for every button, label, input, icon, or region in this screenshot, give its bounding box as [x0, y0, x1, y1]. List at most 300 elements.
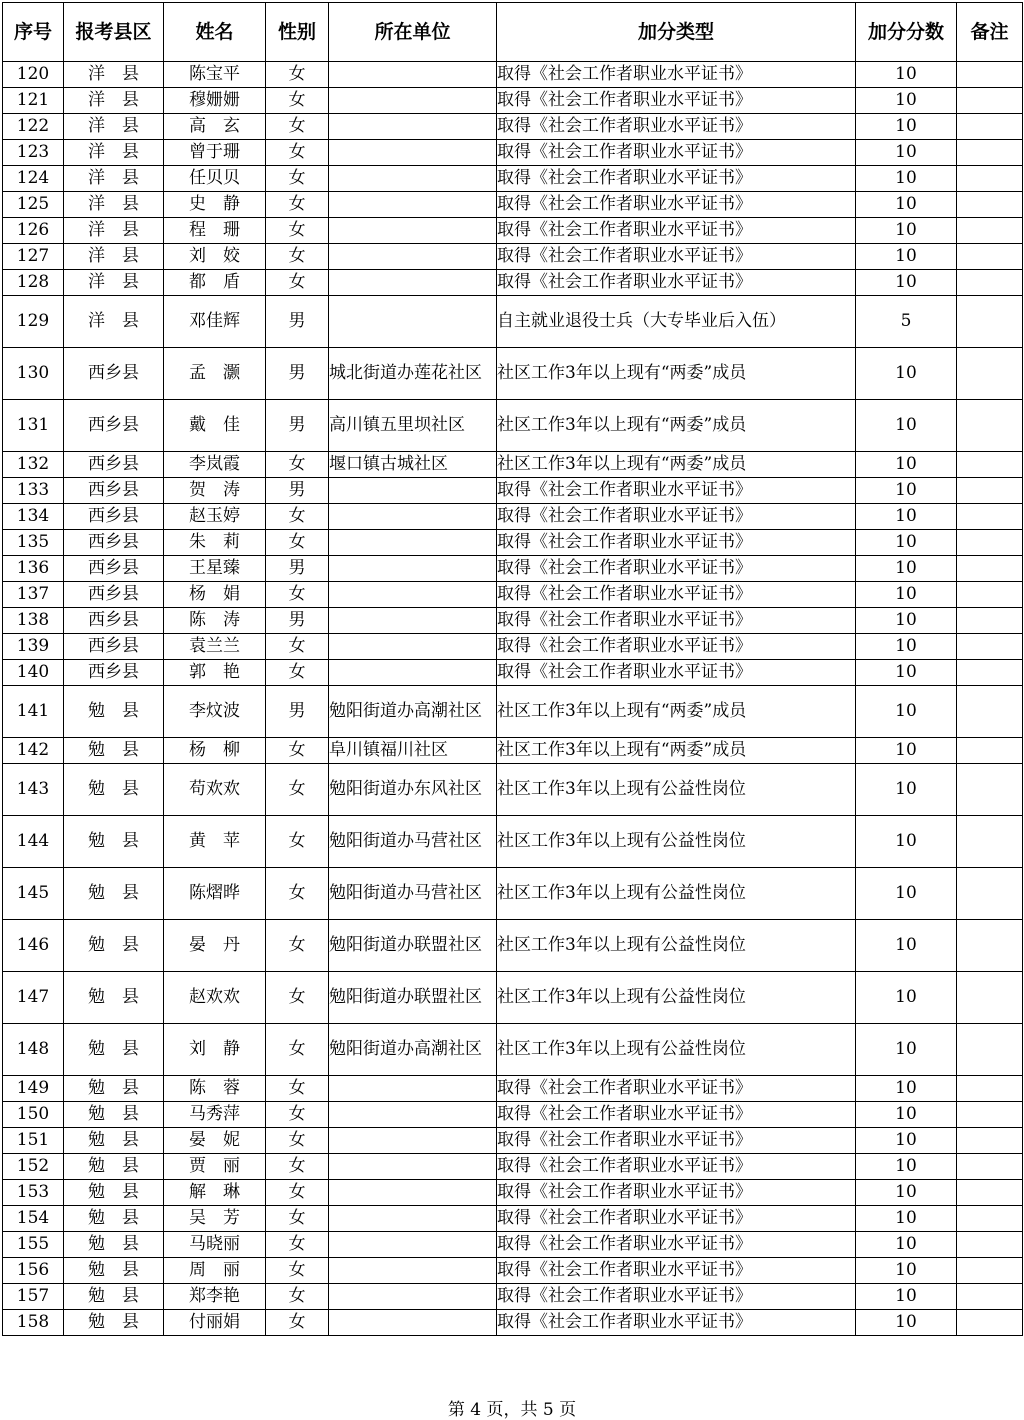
cell-gender: 男 — [266, 608, 329, 634]
cell-bonus-type: 取得《社会工作者职业水平证书》 — [497, 1258, 856, 1284]
cell-name: 陈宝平 — [164, 62, 266, 88]
cell-gender: 女 — [266, 1154, 329, 1180]
cell-gender: 女 — [266, 582, 329, 608]
cell-unit — [329, 270, 497, 296]
cell-county: 勉 县 — [64, 816, 164, 868]
cell-name: 周 丽 — [164, 1258, 266, 1284]
cell-county: 西乡县 — [64, 504, 164, 530]
header-bonus-score: 加分分数 — [856, 3, 957, 62]
cell-bonus-type: 取得《社会工作者职业水平证书》 — [497, 270, 856, 296]
cell-remark — [957, 478, 1023, 504]
table-body — [3, 62, 1023, 1336]
cell-bonus-type: 取得《社会工作者职业水平证书》 — [497, 1232, 856, 1258]
cell-remark — [957, 1154, 1023, 1180]
cell-no: 142 — [3, 738, 64, 764]
cell-name: 陈 涛 — [164, 608, 266, 634]
cell-name: 郭 艳 — [164, 660, 266, 686]
cell-no: 147 — [3, 972, 64, 1024]
cell-county: 洋 县 — [64, 166, 164, 192]
cell-remark — [957, 1232, 1023, 1258]
table-row — [3, 634, 1023, 660]
cell-gender: 女 — [266, 270, 329, 296]
cell-bonus-score: 10 — [856, 972, 957, 1024]
cell-bonus-score: 10 — [856, 478, 957, 504]
cell-county: 洋 县 — [64, 114, 164, 140]
cell-county: 勉 县 — [64, 1102, 164, 1128]
cell-gender: 女 — [266, 1310, 329, 1336]
cell-name: 吴 芳 — [164, 1206, 266, 1232]
cell-bonus-score: 10 — [856, 634, 957, 660]
cell-no: 148 — [3, 1024, 64, 1076]
cell-county: 洋 县 — [64, 140, 164, 166]
cell-unit — [329, 140, 497, 166]
cell-remark — [957, 972, 1023, 1024]
table-row — [3, 348, 1023, 400]
cell-remark — [957, 62, 1023, 88]
cell-unit: 勉阳街道办马营社区 — [329, 868, 497, 920]
cell-bonus-type: 取得《社会工作者职业水平证书》 — [497, 1310, 856, 1336]
cell-unit — [329, 1076, 497, 1102]
cell-name: 朱 莉 — [164, 530, 266, 556]
table-row — [3, 452, 1023, 478]
cell-gender: 女 — [266, 244, 329, 270]
cell-no: 128 — [3, 270, 64, 296]
cell-bonus-score: 10 — [856, 400, 957, 452]
header-county: 报考县区 — [64, 3, 164, 62]
cell-unit — [329, 88, 497, 114]
cell-bonus-score: 10 — [856, 608, 957, 634]
cell-remark — [957, 1206, 1023, 1232]
cell-unit — [329, 1206, 497, 1232]
cell-no: 137 — [3, 582, 64, 608]
table-row — [3, 764, 1023, 816]
cell-remark — [957, 1180, 1023, 1206]
cell-no: 133 — [3, 478, 64, 504]
cell-no: 150 — [3, 1102, 64, 1128]
cell-unit — [329, 166, 497, 192]
cell-bonus-type: 取得《社会工作者职业水平证书》 — [497, 556, 856, 582]
table-row — [3, 1258, 1023, 1284]
cell-name: 刘 姣 — [164, 244, 266, 270]
cell-unit — [329, 478, 497, 504]
cell-bonus-type: 取得《社会工作者职业水平证书》 — [497, 530, 856, 556]
cell-name: 史 静 — [164, 192, 266, 218]
cell-no: 123 — [3, 140, 64, 166]
cell-name: 贾 丽 — [164, 1154, 266, 1180]
cell-name: 苟欢欢 — [164, 764, 266, 816]
cell-name: 都 盾 — [164, 270, 266, 296]
cell-county: 西乡县 — [64, 400, 164, 452]
table-row — [3, 920, 1023, 972]
cell-gender: 女 — [266, 920, 329, 972]
cell-county: 西乡县 — [64, 634, 164, 660]
cell-remark — [957, 244, 1023, 270]
cell-no: 158 — [3, 1310, 64, 1336]
cell-bonus-type: 社区工作3年以上现有公益性岗位 — [497, 816, 856, 868]
cell-gender: 男 — [266, 556, 329, 582]
cell-unit — [329, 218, 497, 244]
cell-name: 陈 蓉 — [164, 1076, 266, 1102]
cell-bonus-type: 取得《社会工作者职业水平证书》 — [497, 218, 856, 244]
cell-county: 西乡县 — [64, 608, 164, 634]
cell-no: 154 — [3, 1206, 64, 1232]
cell-name: 赵玉婷 — [164, 504, 266, 530]
cell-bonus-type: 社区工作3年以上现有“两委”成员 — [497, 452, 856, 478]
table-row — [3, 166, 1023, 192]
cell-gender: 女 — [266, 764, 329, 816]
cell-no: 152 — [3, 1154, 64, 1180]
cell-unit — [329, 582, 497, 608]
cell-county: 西乡县 — [64, 530, 164, 556]
cell-gender: 女 — [266, 88, 329, 114]
cell-no: 131 — [3, 400, 64, 452]
cell-name: 解 琳 — [164, 1180, 266, 1206]
cell-gender: 女 — [266, 1258, 329, 1284]
cell-no: 138 — [3, 608, 64, 634]
cell-name: 李炆波 — [164, 686, 266, 738]
table-row — [3, 1154, 1023, 1180]
cell-no: 141 — [3, 686, 64, 738]
cell-gender: 女 — [266, 868, 329, 920]
table-row — [3, 1206, 1023, 1232]
cell-county: 勉 县 — [64, 920, 164, 972]
cell-county: 勉 县 — [64, 1180, 164, 1206]
cell-remark — [957, 218, 1023, 244]
cell-gender: 女 — [266, 504, 329, 530]
cell-county: 勉 县 — [64, 1128, 164, 1154]
cell-county: 西乡县 — [64, 660, 164, 686]
cell-remark — [957, 400, 1023, 452]
cell-gender: 女 — [266, 1232, 329, 1258]
cell-bonus-type: 取得《社会工作者职业水平证书》 — [497, 62, 856, 88]
cell-gender: 女 — [266, 816, 329, 868]
cell-county: 勉 县 — [64, 738, 164, 764]
cell-remark — [957, 920, 1023, 972]
cell-gender: 女 — [266, 452, 329, 478]
cell-name: 高 玄 — [164, 114, 266, 140]
table-row — [3, 660, 1023, 686]
cell-remark — [957, 452, 1023, 478]
cell-bonus-score: 10 — [856, 114, 957, 140]
cell-county: 勉 县 — [64, 1258, 164, 1284]
header-name: 姓名 — [164, 3, 266, 62]
table-row — [3, 504, 1023, 530]
cell-remark — [957, 192, 1023, 218]
cell-unit — [329, 1180, 497, 1206]
cell-bonus-score: 10 — [856, 270, 957, 296]
cell-bonus-score: 10 — [856, 660, 957, 686]
cell-county: 洋 县 — [64, 296, 164, 348]
cell-bonus-type: 取得《社会工作者职业水平证书》 — [497, 1128, 856, 1154]
cell-unit: 阜川镇福川社区 — [329, 738, 497, 764]
cell-remark — [957, 166, 1023, 192]
cell-no: 129 — [3, 296, 64, 348]
header-remark: 备注 — [957, 3, 1023, 62]
cell-gender: 女 — [266, 530, 329, 556]
cell-name: 戴 佳 — [164, 400, 266, 452]
cell-remark — [957, 556, 1023, 582]
cell-name: 马晓丽 — [164, 1232, 266, 1258]
cell-name: 曾于珊 — [164, 140, 266, 166]
cell-remark — [957, 270, 1023, 296]
table-row — [3, 608, 1023, 634]
cell-unit — [329, 530, 497, 556]
cell-remark — [957, 1284, 1023, 1310]
cell-county: 西乡县 — [64, 348, 164, 400]
cell-bonus-score: 10 — [856, 1206, 957, 1232]
cell-unit: 勉阳街道办联盟社区 — [329, 972, 497, 1024]
cell-no: 122 — [3, 114, 64, 140]
table-row — [3, 114, 1023, 140]
cell-unit — [329, 1310, 497, 1336]
cell-bonus-type: 取得《社会工作者职业水平证书》 — [497, 192, 856, 218]
cell-gender: 男 — [266, 478, 329, 504]
cell-bonus-type: 自主就业退役士兵（大专毕业后入伍） — [497, 296, 856, 348]
cell-unit — [329, 634, 497, 660]
cell-remark — [957, 868, 1023, 920]
cell-bonus-score: 10 — [856, 1310, 957, 1336]
cell-bonus-type: 社区工作3年以上现有公益性岗位 — [497, 1024, 856, 1076]
cell-unit: 勉阳街道办东风社区 — [329, 764, 497, 816]
cell-bonus-type: 取得《社会工作者职业水平证书》 — [497, 140, 856, 166]
cell-no: 153 — [3, 1180, 64, 1206]
cell-gender: 女 — [266, 1102, 329, 1128]
cell-bonus-type: 社区工作3年以上现有公益性岗位 — [497, 868, 856, 920]
cell-unit — [329, 660, 497, 686]
cell-name: 刘 静 — [164, 1024, 266, 1076]
table-row — [3, 218, 1023, 244]
cell-remark — [957, 1258, 1023, 1284]
cell-gender: 女 — [266, 166, 329, 192]
cell-unit — [329, 244, 497, 270]
cell-unit — [329, 1258, 497, 1284]
cell-gender: 女 — [266, 660, 329, 686]
table-row — [3, 192, 1023, 218]
cell-unit — [329, 1284, 497, 1310]
cell-bonus-type: 社区工作3年以上现有“两委”成员 — [497, 738, 856, 764]
header-bonus-type: 加分类型 — [497, 3, 856, 62]
cell-unit — [329, 556, 497, 582]
cell-remark — [957, 1102, 1023, 1128]
cell-remark — [957, 1024, 1023, 1076]
cell-county: 洋 县 — [64, 88, 164, 114]
cell-bonus-type: 社区工作3年以上现有“两委”成员 — [497, 348, 856, 400]
table-row — [3, 1284, 1023, 1310]
cell-remark — [957, 634, 1023, 660]
cell-bonus-type: 社区工作3年以上现有“两委”成员 — [497, 400, 856, 452]
cell-bonus-type: 取得《社会工作者职业水平证书》 — [497, 634, 856, 660]
cell-gender: 女 — [266, 192, 329, 218]
table-row — [3, 1102, 1023, 1128]
table-row — [3, 400, 1023, 452]
cell-bonus-score: 10 — [856, 140, 957, 166]
cell-bonus-score: 10 — [856, 920, 957, 972]
table-row — [3, 868, 1023, 920]
cell-name: 穆姗姗 — [164, 88, 266, 114]
cell-bonus-score: 10 — [856, 816, 957, 868]
cell-county: 勉 县 — [64, 868, 164, 920]
cell-unit: 堰口镇古城社区 — [329, 452, 497, 478]
cell-county: 洋 县 — [64, 218, 164, 244]
cell-gender: 女 — [266, 1076, 329, 1102]
cell-no: 156 — [3, 1258, 64, 1284]
cell-gender: 女 — [266, 634, 329, 660]
cell-no: 124 — [3, 166, 64, 192]
cell-bonus-score: 10 — [856, 1284, 957, 1310]
table-row — [3, 244, 1023, 270]
cell-county: 勉 县 — [64, 1024, 164, 1076]
cell-county: 洋 县 — [64, 244, 164, 270]
cell-bonus-score: 10 — [856, 62, 957, 88]
cell-gender: 女 — [266, 1128, 329, 1154]
cell-gender: 女 — [266, 114, 329, 140]
cell-name: 程 珊 — [164, 218, 266, 244]
cell-remark — [957, 686, 1023, 738]
cell-no: 120 — [3, 62, 64, 88]
cell-no: 149 — [3, 1076, 64, 1102]
cell-county: 西乡县 — [64, 452, 164, 478]
cell-no: 140 — [3, 660, 64, 686]
cell-bonus-score: 10 — [856, 582, 957, 608]
table-row — [3, 1076, 1023, 1102]
cell-unit: 勉阳街道办马营社区 — [329, 816, 497, 868]
cell-remark — [957, 1310, 1023, 1336]
cell-bonus-type: 取得《社会工作者职业水平证书》 — [497, 1180, 856, 1206]
cell-name: 李岚霞 — [164, 452, 266, 478]
cell-bonus-type: 社区工作3年以上现有公益性岗位 — [497, 972, 856, 1024]
table-row — [3, 972, 1023, 1024]
cell-name: 孟 灏 — [164, 348, 266, 400]
cell-bonus-score: 10 — [856, 88, 957, 114]
cell-county: 勉 县 — [64, 686, 164, 738]
cell-bonus-type: 取得《社会工作者职业水平证书》 — [497, 1076, 856, 1102]
cell-bonus-score: 10 — [856, 1154, 957, 1180]
cell-county: 西乡县 — [64, 582, 164, 608]
cell-unit — [329, 62, 497, 88]
cell-county: 勉 县 — [64, 1076, 164, 1102]
table-row — [3, 62, 1023, 88]
cell-gender: 女 — [266, 1024, 329, 1076]
cell-bonus-score: 10 — [856, 166, 957, 192]
cell-gender: 女 — [266, 1284, 329, 1310]
cell-gender: 女 — [266, 218, 329, 244]
cell-remark — [957, 296, 1023, 348]
cell-unit: 勉阳街道办联盟社区 — [329, 920, 497, 972]
cell-no: 121 — [3, 88, 64, 114]
cell-bonus-type: 社区工作3年以上现有公益性岗位 — [497, 920, 856, 972]
cell-bonus-score: 10 — [856, 556, 957, 582]
cell-name: 王星臻 — [164, 556, 266, 582]
cell-name: 付丽娟 — [164, 1310, 266, 1336]
table-row — [3, 1310, 1023, 1336]
cell-unit: 高川镇五里坝社区 — [329, 400, 497, 452]
cell-remark — [957, 140, 1023, 166]
cell-bonus-type: 取得《社会工作者职业水平证书》 — [497, 1154, 856, 1180]
cell-remark — [957, 114, 1023, 140]
cell-bonus-type: 社区工作3年以上现有公益性岗位 — [497, 764, 856, 816]
cell-gender: 女 — [266, 738, 329, 764]
table-row — [3, 1180, 1023, 1206]
cell-bonus-score: 10 — [856, 192, 957, 218]
cell-bonus-type: 取得《社会工作者职业水平证书》 — [497, 504, 856, 530]
table-row — [3, 88, 1023, 114]
cell-gender: 女 — [266, 972, 329, 1024]
cell-bonus-type: 取得《社会工作者职业水平证书》 — [497, 608, 856, 634]
cell-bonus-score: 10 — [856, 348, 957, 400]
cell-name: 赵欢欢 — [164, 972, 266, 1024]
table-row — [3, 738, 1023, 764]
header-gender: 性别 — [266, 3, 329, 62]
table-row — [3, 1128, 1023, 1154]
cell-gender: 男 — [266, 296, 329, 348]
cell-county: 勉 县 — [64, 764, 164, 816]
cell-bonus-score: 10 — [856, 1024, 957, 1076]
page-footer: 第 4 页，共 5 页 — [447, 1400, 577, 1420]
cell-bonus-score: 5 — [856, 296, 957, 348]
table-row — [3, 582, 1023, 608]
cell-bonus-score: 10 — [856, 218, 957, 244]
cell-county: 西乡县 — [64, 478, 164, 504]
cell-bonus-score: 10 — [856, 1180, 957, 1206]
cell-bonus-type: 取得《社会工作者职业水平证书》 — [497, 88, 856, 114]
cell-gender: 男 — [266, 686, 329, 738]
cell-bonus-score: 10 — [856, 686, 957, 738]
cell-remark — [957, 1076, 1023, 1102]
cell-name: 晏 妮 — [164, 1128, 266, 1154]
cell-name: 贺 涛 — [164, 478, 266, 504]
cell-unit — [329, 608, 497, 634]
cell-bonus-type: 取得《社会工作者职业水平证书》 — [497, 660, 856, 686]
table-row — [3, 1024, 1023, 1076]
cell-county: 勉 县 — [64, 1310, 164, 1336]
cell-unit — [329, 1154, 497, 1180]
cell-bonus-score: 10 — [856, 868, 957, 920]
cell-gender: 女 — [266, 62, 329, 88]
cell-county: 洋 县 — [64, 270, 164, 296]
bonus-points-table — [2, 2, 1023, 1336]
cell-county: 洋 县 — [64, 62, 164, 88]
cell-county: 勉 县 — [64, 1232, 164, 1258]
cell-unit: 勉阳街道办高潮社区 — [329, 1024, 497, 1076]
cell-no: 146 — [3, 920, 64, 972]
cell-name: 马秀萍 — [164, 1102, 266, 1128]
header-unit: 所在单位 — [329, 3, 497, 62]
table-row — [3, 270, 1023, 296]
cell-gender: 女 — [266, 1206, 329, 1232]
cell-name: 杨 柳 — [164, 738, 266, 764]
cell-no: 130 — [3, 348, 64, 400]
cell-name: 黄 苹 — [164, 816, 266, 868]
cell-no: 127 — [3, 244, 64, 270]
cell-unit: 城北街道办莲花社区 — [329, 348, 497, 400]
cell-no: 145 — [3, 868, 64, 920]
table-row — [3, 686, 1023, 738]
cell-county: 洋 县 — [64, 192, 164, 218]
cell-county: 勉 县 — [64, 972, 164, 1024]
table-row — [3, 478, 1023, 504]
cell-bonus-type: 取得《社会工作者职业水平证书》 — [497, 582, 856, 608]
cell-remark — [957, 1128, 1023, 1154]
cell-name: 杨 娟 — [164, 582, 266, 608]
cell-name: 晏 丹 — [164, 920, 266, 972]
table-row — [3, 530, 1023, 556]
cell-unit: 勉阳街道办高潮社区 — [329, 686, 497, 738]
cell-bonus-type: 取得《社会工作者职业水平证书》 — [497, 166, 856, 192]
cell-name: 郑李艳 — [164, 1284, 266, 1310]
cell-no: 155 — [3, 1232, 64, 1258]
cell-name: 邓佳辉 — [164, 296, 266, 348]
cell-county: 勉 县 — [64, 1154, 164, 1180]
